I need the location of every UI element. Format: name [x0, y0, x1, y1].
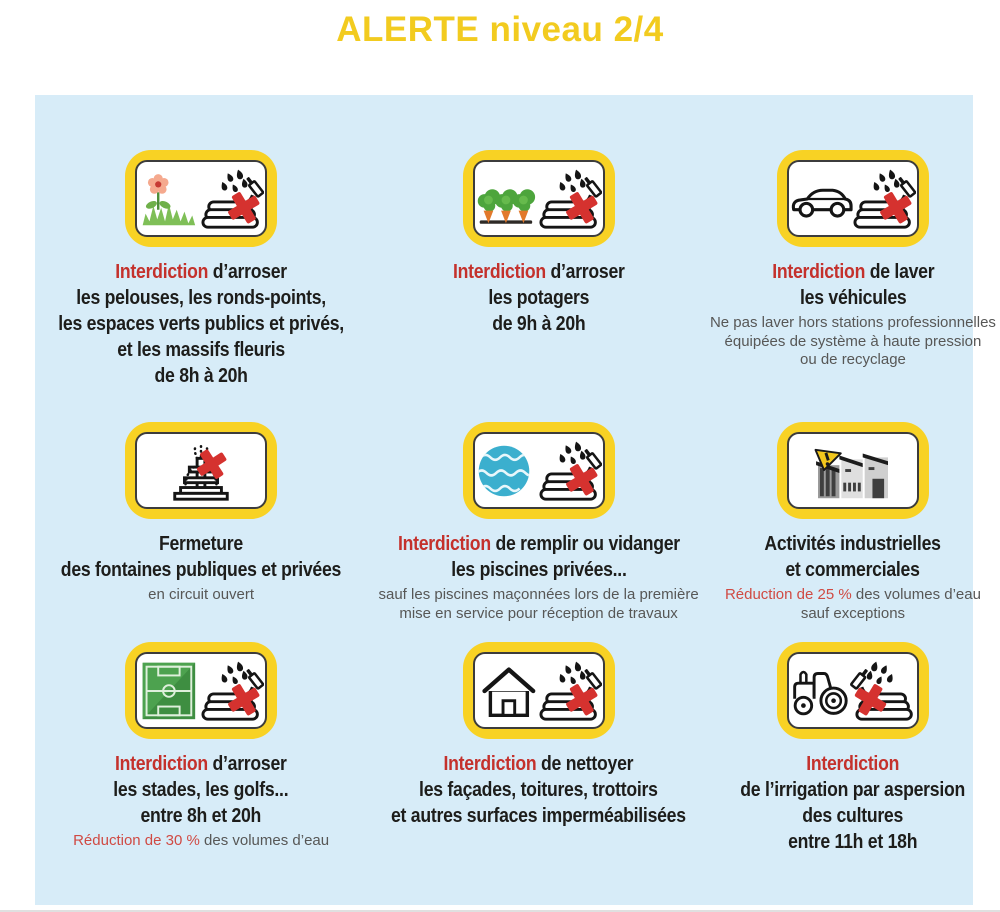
card-heading: [58, 259, 344, 285]
card-line: les pelouses, les ronds-points,: [76, 286, 326, 309]
note-rest: en circuit ouvert: [148, 586, 255, 603]
card-heading: [61, 531, 341, 557]
heading-keyword: Interdiction: [397, 532, 491, 555]
card-note: [379, 586, 699, 623]
heading-rest: de nettoyer: [536, 752, 634, 775]
note-line: équipées de système à haute pression: [724, 332, 982, 350]
card-note: [710, 314, 996, 370]
restriction-card-stades: [35, 642, 367, 905]
note-keyword: Réduction de 25 %: [724, 586, 852, 603]
stadium-golf-watering-ban-icon: [125, 642, 277, 739]
card-line: les espaces verts publics et privés,: [58, 312, 344, 335]
fountain-pictogram: [135, 432, 267, 509]
card-heading: [453, 259, 625, 285]
heading-keyword: Interdiction: [452, 260, 546, 283]
card-text: [765, 531, 941, 583]
card-line: et commerciales: [785, 558, 921, 581]
note-line: mise en service pour réception de travaux: [399, 604, 678, 622]
heading-keyword: Interdiction: [443, 752, 537, 775]
heading-rest: d’arroser: [208, 752, 287, 775]
card-text: [772, 259, 934, 311]
card-line: et autres surfaces imperméabilisées: [391, 804, 686, 827]
heading-rest: d’arroser: [545, 260, 625, 283]
restriction-card-facades: [367, 642, 710, 905]
stadium-pictogram: [135, 652, 267, 729]
card-line: les potagers: [488, 286, 589, 309]
note-line: [379, 586, 699, 605]
card-line: de l’irrigation par aspersion: [740, 778, 966, 801]
restriction-card-irrigation: [710, 642, 996, 905]
heading-keyword: Interdiction: [806, 752, 900, 775]
restriction-card-potagers: [367, 150, 710, 422]
card-line: des cultures: [802, 804, 904, 827]
restriction-card-piscines: [367, 422, 710, 642]
heading-rest: d’arroser: [208, 260, 287, 283]
note-line: [725, 586, 981, 605]
heading-rest: Activités industrielles: [764, 532, 942, 555]
restriction-card-fontaines: [35, 422, 367, 642]
factory-pictogram: [787, 432, 919, 509]
tractor-pictogram: [787, 652, 919, 729]
card-line: des fontaines publiques et privées: [60, 558, 342, 581]
heading-keyword: Interdiction: [115, 752, 209, 775]
note-line: sauf exceptions: [800, 604, 906, 622]
note-line: [73, 832, 329, 851]
card-line: de 9h à 20h: [491, 312, 586, 335]
restriction-card-lawn: [35, 150, 367, 422]
card-text: [398, 531, 680, 583]
lawn-watering-ban-pictogram: [135, 160, 267, 237]
card-note: [73, 832, 329, 851]
industrial-activities-icon: [777, 422, 929, 519]
card-heading: [765, 531, 941, 557]
pool-fill-drain-ban-icon: [463, 422, 615, 519]
card-line: les façades, toitures, trottoirs: [419, 778, 658, 801]
heading-keyword: Interdiction: [771, 260, 865, 283]
lawn-watering-ban-icon: [125, 150, 277, 247]
card-line: les stades, les golfs...: [113, 778, 289, 801]
card-heading: [772, 259, 934, 285]
card-line: entre 11h et 18h: [788, 830, 918, 853]
note-rest: Ne pas laver hors stations professionnelles: [709, 314, 996, 331]
pool-pictogram: [473, 432, 605, 509]
note-line: ou de recyclage: [799, 351, 906, 368]
card-text: [61, 531, 341, 583]
alert-panel: [35, 95, 996, 905]
heading-rest: de laver: [864, 260, 935, 283]
house-pictogram: [473, 652, 605, 729]
card-line: les piscines privées...: [450, 558, 627, 581]
card-heading: [391, 751, 686, 777]
heading-rest: de remplir ou vidanger: [490, 532, 680, 555]
card-heading: [114, 751, 289, 777]
note-line: [710, 314, 996, 333]
crop-irrigation-ban-icon: [777, 642, 929, 739]
card-heading: [398, 531, 680, 557]
vehicle-washing-ban-icon: [777, 150, 929, 247]
facade-cleaning-ban-icon: [463, 642, 615, 739]
restriction-card-vehicules: [710, 150, 996, 422]
card-line: les véhicules: [799, 286, 907, 309]
card-line: entre 8h et 20h: [140, 804, 262, 827]
card-text: [741, 751, 966, 855]
note-line: [148, 586, 254, 605]
restriction-card-industrie: [710, 422, 996, 642]
card-text: [114, 751, 289, 829]
card-line: de 8h à 20h: [154, 364, 248, 387]
card-heading: [741, 751, 966, 777]
card-text: [453, 259, 625, 337]
vegetable-garden-pictogram: [473, 160, 605, 237]
card-note: [725, 586, 981, 623]
vegetable-garden-watering-ban-icon: [463, 150, 615, 247]
card-note: [148, 586, 254, 605]
heading-keyword: Interdiction: [115, 260, 209, 283]
note-rest: des volumes d’eau: [199, 832, 330, 849]
note-rest: sauf les piscines maçonnées lors de la première: [378, 586, 699, 603]
note-keyword: Réduction de 30 %: [73, 832, 200, 849]
page-title: ALERTE niveau 2/4: [336, 10, 664, 49]
heading-rest: Fermeture: [159, 532, 244, 555]
fountain-closure-icon: [125, 422, 277, 519]
card-text: [391, 751, 686, 829]
card-text: [58, 259, 344, 389]
card-line: et les massifs fleuris: [117, 338, 285, 361]
note-rest: des volumes d’eau: [851, 586, 981, 603]
vehicle-washing-pictogram: [787, 160, 919, 237]
